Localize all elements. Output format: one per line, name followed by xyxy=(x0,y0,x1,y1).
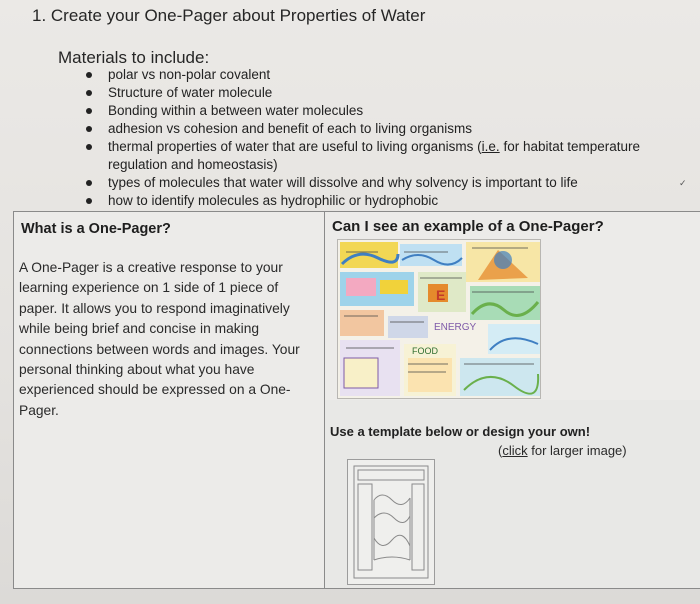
example-one-pager-image[interactable] xyxy=(337,239,541,399)
materials-item: Bonding within a between water molecules xyxy=(86,102,698,120)
materials-item: thermal properties of water that are useful to living organisms (i.e. for habitat temperature regulation and homeostasis) xyxy=(86,138,698,174)
template-instruction: Use a template below or design your own! xyxy=(330,424,591,439)
template-thumbnail[interactable] xyxy=(347,459,435,585)
assignment-heading: 1. Create your One-Pager about Properties of Water xyxy=(32,6,426,25)
materials-list xyxy=(86,66,698,210)
info-table xyxy=(13,211,700,589)
materials-item: Structure of water molecule xyxy=(86,84,698,102)
materials-item: types of molecules that water will dissolve and why solvency is important to life xyxy=(86,174,698,192)
example-word-energy: ENERGY xyxy=(434,322,477,333)
one-pager-collage xyxy=(338,240,541,399)
materials-item: how to identify molecules as hydrophilic or hydrophobic xyxy=(86,192,698,210)
example-letter-e: E xyxy=(436,287,446,303)
materials-item: polar vs non-polar covalent xyxy=(86,66,698,84)
materials-item: adhesion vs cohesion and benefit of each to living organisms xyxy=(86,120,698,138)
materials-title: Materials to include: xyxy=(58,48,210,67)
ie-link[interactable]: i.e. xyxy=(481,139,500,154)
template-sketch xyxy=(348,460,436,586)
left-column-title: What is a One-Pager? xyxy=(21,221,171,237)
larger-image-note: (click for larger image) xyxy=(498,443,627,458)
stray-mark: ✓ xyxy=(679,178,687,188)
right-column-title: Can I see an example of a One-Pager? xyxy=(332,218,604,235)
click-link[interactable]: click xyxy=(502,443,528,458)
one-pager-description: A One-Pager is a creative response to your learning experience on 1 side of 1 piece of paper. It allows you to respond imaginatively while being brief and concise in making connections between words and images. Your personal thinking about what you have experienced should be expressed on a One-Pager. xyxy=(19,260,300,418)
example-word-food: FOOD xyxy=(412,346,438,356)
